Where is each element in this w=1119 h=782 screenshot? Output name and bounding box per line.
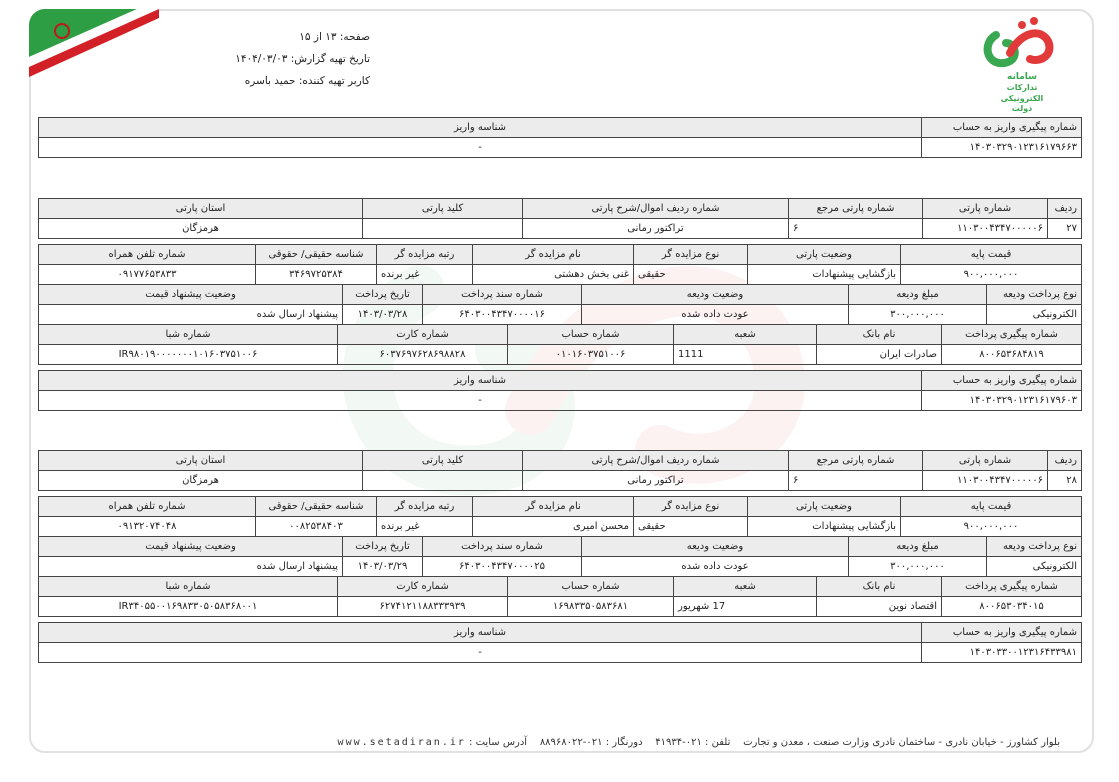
payment-date-value: ۱۴۰۳/۰۳/۲۸ [343, 305, 423, 325]
footer-site-link[interactable]: www.setadiran.ir [337, 737, 466, 748]
branch-header: شعبه [674, 325, 817, 345]
mobile-value: ۰۹۱۷۷۶۵۳۸۳۳ [39, 265, 256, 285]
deposit-payment-type-header: نوع پرداخت ودیعه [987, 537, 1082, 557]
record-deposit-id-table-2 [38, 622, 1082, 663]
deposit-tracking-header: شماره پیگیری واریز به حساب [922, 623, 1082, 643]
ref-party-no-value: ۶ [789, 219, 923, 239]
record-deposit-id-table-1 [38, 370, 1082, 411]
sheba-header: شماره شبا [39, 577, 338, 597]
party-status-value: بازگشایی پیشنهادات [748, 517, 901, 537]
deposit-amount-value: ۳۰۰,۰۰۰,۰۰۰ [849, 305, 987, 325]
base-price-value: ۹۰۰,۰۰۰,۰۰۰ [901, 517, 1082, 537]
card-no-value: ۶۲۷۴۱۲۱۱۸۸۳۳۳۹۳۹ [338, 597, 508, 617]
footer-address: بلوار کشاورز - خیابان نادری - ساختمان نادری وزارت صنعت ، معدن و تجارت [743, 737, 1060, 748]
deposit-id-header: شناسه واریز [39, 623, 922, 643]
bank-name-value: اقتصاد نوین [817, 597, 942, 617]
bidder-rank-header: رتبه مزایده گر [377, 245, 473, 265]
record-bank-table-2 [38, 576, 1082, 617]
bidder-type-value: حقیقی [634, 517, 748, 537]
base-price-header: قیمت پایه [901, 245, 1082, 265]
national-id-value: ۰۰۸۲۵۳۸۴۰۳ [256, 517, 377, 537]
party-key-header: کلید پارتی [363, 199, 523, 219]
party-province-header: استان پارتی [39, 451, 363, 471]
party-status-header: وضعیت پارتی [748, 245, 901, 265]
party-key-value [363, 471, 523, 491]
deposit-status-value: عودت داده شده [582, 557, 849, 577]
card-no-header: شماره کارت [338, 577, 508, 597]
record-bidder-table-1 [38, 244, 1082, 285]
account-no-value: ۰۱۰۱۶۰۳۷۵۱۰۰۶ [508, 345, 674, 365]
ref-party-no-value: ۶ [789, 471, 923, 491]
mobile-header: شماره تلفن همراه [39, 497, 256, 517]
account-no-header: شماره حساب [508, 577, 674, 597]
offer-status-value: پیشنهاد ارسال شده [39, 557, 343, 577]
payment-tracking-value: ۸۰۰۶۵۳۶۸۴۸۱۹ [942, 345, 1082, 365]
payment-tracking-header: شماره پیگیری پرداخت [942, 577, 1082, 597]
deposit-status-value: عودت داده شده [582, 305, 849, 325]
branch-header: شعبه [674, 577, 817, 597]
deposit-id-value: - [39, 391, 922, 411]
deposit-status-header: وضعیت ودیعه [582, 285, 849, 305]
party-no-value: ۱۱۰۳۰۰۴۳۴۷۰۰۰۰۰۶ [923, 219, 1048, 239]
report-meta [200, 26, 370, 92]
svg-text:تدارکات: تدارکات [1006, 83, 1038, 92]
payment-doc-no-header: شماره سند پرداخت [423, 285, 582, 305]
logo-wordmark: سامانه [1006, 72, 1038, 82]
deposit-payment-type-value: الکترونیکی [987, 305, 1082, 325]
party-province-value: هرمزگان [39, 471, 363, 491]
payment-date-value: ۱۴۰۳/۰۳/۲۹ [343, 557, 423, 577]
deposit-tracking-value: ۱۴۰۳۰۳۲۹۰۱۲۳۱۶۱۷۹۶۶۳ [922, 138, 1082, 158]
item-desc-header: شماره ردیف اموال/شرح پارتی [523, 451, 789, 471]
deposit-id-value: - [39, 138, 922, 158]
national-id-header: شناسه حقیقی/ حقوقی [256, 245, 377, 265]
bank-name-header: نام بانک [817, 577, 942, 597]
footer-fax: دورنگار : ۰۲۱-۸۸۹۶۸۰۲۲ [539, 737, 643, 748]
payment-doc-no-value: ۶۴۰۳۰۰۴۳۴۷۰۰۰۰۱۶ [423, 305, 582, 325]
national-id-header: شناسه حقیقی/ حقوقی [256, 497, 377, 517]
deposit-tracking-header: شماره پیگیری واریز به حساب [922, 118, 1082, 138]
party-province-header: استان پارتی [39, 199, 363, 219]
report-user: کاربر تهیه کننده: حمید باسره [244, 75, 370, 87]
bank-name-value: صادرات ایران [817, 345, 942, 365]
page-number: صفحه: ۱۳ از ۱۵ [299, 31, 370, 43]
iran-flag [29, 9, 159, 77]
row-value: ۲۷ [1048, 219, 1082, 239]
row-header: ردیف [1048, 451, 1082, 471]
sheba-value: IR۳۴۰۵۵۰۰۱۶۹۸۳۳۰۵۰۵۸۳۶۸۰۰۱ [39, 597, 338, 617]
party-key-header: کلید پارتی [363, 451, 523, 471]
party-status-value: بازگشایی پیشنهادات [748, 265, 901, 285]
sheba-value: IR۹۸۰۱۹۰۰۰۰۰۰۰۱۰۱۶۰۳۷۵۱۰۰۶ [39, 345, 338, 365]
offer-status-header: وضعیت پیشنهاد قیمت [39, 537, 343, 557]
bidder-rank-value: غیر برنده [377, 517, 473, 537]
bidder-name-value: محسن امیری [473, 517, 634, 537]
row-header: ردیف [1048, 199, 1082, 219]
bidder-name-header: نام مزایده گر [473, 497, 634, 517]
party-no-header: شماره پارتی [923, 199, 1048, 219]
deposit-status-header: وضعیت ودیعه [582, 537, 849, 557]
footer-phone: تلفن : ۰۲۱-۴۱۹۳۴ [655, 737, 731, 748]
national-id-value: ۳۴۶۹۷۲۵۳۸۴ [256, 265, 377, 285]
party-province-value: هرمزگان [39, 219, 363, 239]
bank-name-header: نام بانک [817, 325, 942, 345]
deposit-tracking-value: ۱۴۰۳۰۳۳۰۰۱۲۳۱۶۴۳۳۹۸۱ [922, 643, 1082, 663]
row-value: ۲۸ [1048, 471, 1082, 491]
svg-text:الکترونیکی: الکترونیکی [1000, 94, 1044, 103]
branch-value: 17 شهریور [674, 597, 817, 617]
base-price-header: قیمت پایه [901, 497, 1082, 517]
deposit-amount-header: مبلغ ودیعه [849, 285, 987, 305]
record-table-2 [38, 450, 1082, 491]
party-no-header: شماره پارتی [923, 451, 1048, 471]
payment-doc-no-header: شماره سند پرداخت [423, 537, 582, 557]
card-no-header: شماره کارت [338, 325, 508, 345]
deposit-amount-value: ۳۰۰,۰۰۰,۰۰۰ [849, 557, 987, 577]
account-no-header: شماره حساب [508, 325, 674, 345]
bidder-type-header: نوع مزایده گر [634, 497, 748, 517]
top-deposit-table [38, 117, 1082, 158]
bidder-rank-value: غیر برنده [377, 265, 473, 285]
bidder-rank-header: رتبه مزایده گر [377, 497, 473, 517]
deposit-amount-header: مبلغ ودیعه [849, 537, 987, 557]
deposit-id-header: شناسه واریز [39, 371, 922, 391]
svg-text:دولت: دولت [1011, 104, 1033, 113]
party-no-value: ۱۱۰۳۰۰۴۳۴۷۰۰۰۰۰۶ [923, 471, 1048, 491]
party-key-value [363, 219, 523, 239]
record-bank-table-1 [38, 324, 1082, 365]
record-deposit-table-1 [38, 284, 1082, 325]
deposit-id-value: - [39, 643, 922, 663]
setad-logo [976, 13, 1058, 113]
base-price-value: ۹۰۰,۰۰۰,۰۰۰ [901, 265, 1082, 285]
item-desc-value: تراکتور رمانی [523, 471, 789, 491]
item-desc-header: شماره ردیف اموال/شرح پارتی [523, 199, 789, 219]
ref-party-no-header: شماره پارتی مرجع [789, 451, 923, 471]
footer-site-label: آدرس سایت : [469, 737, 528, 748]
bidder-type-value: حقیقی [634, 265, 748, 285]
payment-doc-no-value: ۶۴۰۳۰۰۴۳۴۷۰۰۰۰۲۵ [423, 557, 582, 577]
payment-tracking-value: ۸۰۰۶۵۳۰۳۴۰۱۵ [942, 597, 1082, 617]
record-deposit-table-2 [38, 536, 1082, 577]
offer-status-value: پیشنهاد ارسال شده [39, 305, 343, 325]
deposit-tracking-value: ۱۴۰۳۰۳۲۹۰۱۲۳۱۶۱۷۹۶۰۳ [922, 391, 1082, 411]
offer-status-header: وضعیت پیشنهاد قیمت [39, 285, 343, 305]
payment-date-header: تاریخ پرداخت [343, 537, 423, 557]
card-no-value: ۶۰۳۷۶۹۷۶۲۸۶۹۸۸۲۸ [338, 345, 508, 365]
record-table-1 [38, 198, 1082, 239]
party-status-header: وضعیت پارتی [748, 497, 901, 517]
sheba-header: شماره شبا [39, 325, 338, 345]
payment-date-header: تاریخ پرداخت [343, 285, 423, 305]
bidder-name-header: نام مزایده گر [473, 245, 634, 265]
footer [200, 737, 1060, 748]
report-date: تاریخ تهیه گزارش: ۱۴۰۴/۰۳/۰۳ [235, 53, 370, 65]
deposit-payment-type-value: الکترونیکی [987, 557, 1082, 577]
mobile-value: ۰۹۱۳۲۰۷۴۰۴۸ [39, 517, 256, 537]
mobile-header: شماره تلفن همراه [39, 245, 256, 265]
account-no-value: ۱۶۹۸۳۳۵۰۵۸۳۶۸۱ [508, 597, 674, 617]
bidder-type-header: نوع مزایده گر [634, 245, 748, 265]
payment-tracking-header: شماره پیگیری پرداخت [942, 325, 1082, 345]
ref-party-no-header: شماره پارتی مرجع [789, 199, 923, 219]
deposit-payment-type-header: نوع پرداخت ودیعه [987, 285, 1082, 305]
deposit-id-header: شناسه واریز [39, 118, 922, 138]
item-desc-value: تراکتور رمانی [523, 219, 789, 239]
deposit-tracking-header: شماره پیگیری واریز به حساب [922, 371, 1082, 391]
bidder-name-value: غنی بخش دهشتی [473, 265, 634, 285]
branch-value: 1111 [674, 345, 817, 365]
record-bidder-table-2 [38, 496, 1082, 537]
